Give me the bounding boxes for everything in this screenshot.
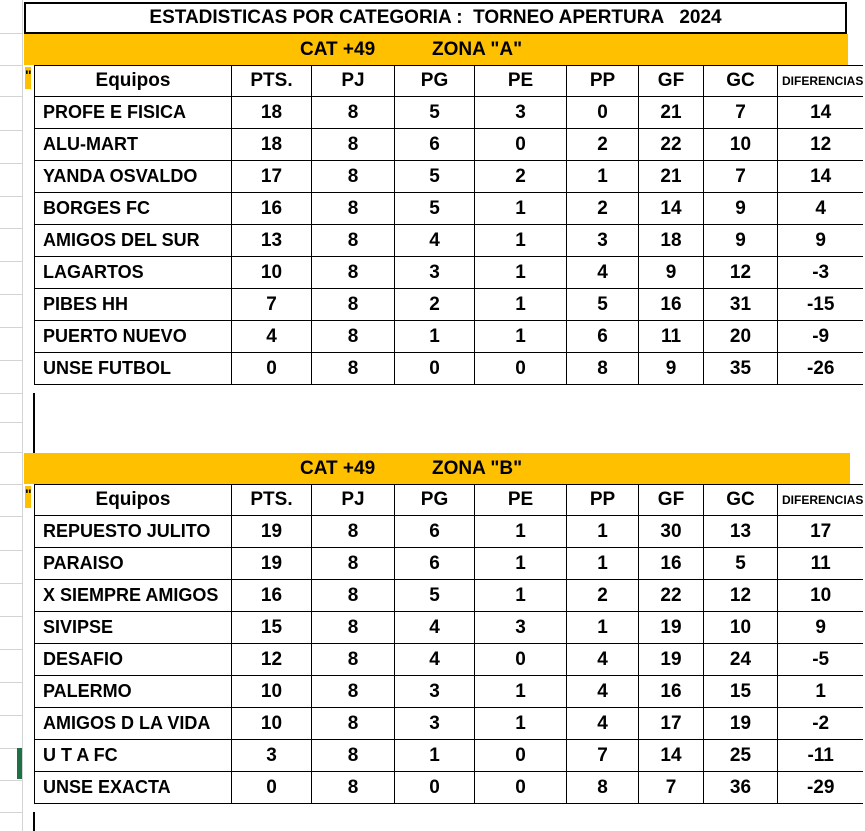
gf-cell[interactable]: 11	[639, 321, 704, 353]
pg-cell[interactable]: 4	[395, 612, 475, 644]
pg-cell[interactable]: 5	[395, 193, 475, 225]
col-header-pj[interactable]: PJ	[312, 485, 395, 516]
gc-cell[interactable]: 7	[704, 97, 778, 129]
table-row	[35, 289, 864, 321]
pg-cell[interactable]: 5	[395, 161, 475, 193]
col-header-diferencias[interactable]: DIFERENCIAS	[778, 66, 864, 97]
diferencia-cell[interactable]: -15	[778, 289, 864, 321]
zone-b-category: CAT +49	[300, 457, 376, 479]
pts-cell[interactable]: 19	[232, 516, 312, 548]
col-header-pg[interactable]: PG	[395, 66, 475, 97]
gutter-gridline	[0, 393, 22, 394]
pj-cell[interactable]: 8	[312, 772, 395, 804]
gf-cell[interactable]: 19	[639, 612, 704, 644]
pg-cell[interactable]: 0	[395, 772, 475, 804]
zone-b-quote-cell[interactable]	[25, 484, 33, 512]
header-row	[35, 66, 864, 97]
pts-cell[interactable]: 3	[232, 740, 312, 772]
gutter-gridline	[0, 228, 22, 229]
pj-cell[interactable]: 8	[312, 161, 395, 193]
table-row	[35, 676, 864, 708]
pp-cell[interactable]: 4	[567, 708, 639, 740]
pj-cell[interactable]: 8	[312, 129, 395, 161]
gf-cell[interactable]: 16	[639, 289, 704, 321]
diferencia-cell[interactable]: 14	[778, 161, 864, 193]
diferencia-cell[interactable]: 9	[778, 612, 864, 644]
left-border-rule	[33, 393, 35, 453]
pts-cell[interactable]: 18	[232, 97, 312, 129]
pe-cell[interactable]: 1	[475, 548, 567, 580]
pg-cell[interactable]: 3	[395, 257, 475, 289]
pj-cell[interactable]: 8	[312, 644, 395, 676]
zone-a-header[interactable]	[24, 34, 848, 65]
gutter-gridline	[0, 484, 22, 485]
table-row	[35, 193, 864, 225]
pe-cell[interactable]: 1	[475, 225, 567, 257]
pg-cell[interactable]: 5	[395, 580, 475, 612]
gutter-gridline	[0, 196, 22, 197]
zone-b-rows	[35, 516, 864, 804]
pj-cell[interactable]: 8	[312, 257, 395, 289]
pe-cell[interactable]: 1	[475, 676, 567, 708]
pp-cell[interactable]: 0	[567, 97, 639, 129]
pts-cell[interactable]: 13	[232, 225, 312, 257]
header-row	[35, 485, 864, 516]
zone-b-quote-glyph: "	[25, 486, 32, 502]
pg-cell[interactable]: 4	[395, 225, 475, 257]
team-cell[interactable]: PIBES HH	[35, 289, 232, 321]
pe-cell[interactable]: 1	[475, 321, 567, 353]
gc-cell[interactable]: 25	[704, 740, 778, 772]
table-row	[35, 225, 864, 257]
pg-cell[interactable]: 3	[395, 708, 475, 740]
pp-cell[interactable]: 4	[567, 257, 639, 289]
table-row	[35, 97, 864, 129]
gutter-gridline	[0, 616, 22, 617]
pe-cell[interactable]: 1	[475, 580, 567, 612]
gutter-gridline	[0, 163, 22, 164]
gutter-gridline	[0, 261, 22, 262]
pj-cell[interactable]: 8	[312, 321, 395, 353]
col-header-gc[interactable]: GC	[704, 485, 778, 516]
table-row	[35, 129, 864, 161]
pe-cell[interactable]: 1	[475, 708, 567, 740]
zone-a-quote-cell[interactable]	[25, 65, 33, 93]
diferencia-cell[interactable]: 12	[778, 129, 864, 161]
gc-cell[interactable]: 12	[704, 257, 778, 289]
diferencia-cell[interactable]: -2	[778, 708, 864, 740]
diferencia-cell[interactable]: -5	[778, 644, 864, 676]
gc-cell[interactable]: 10	[704, 612, 778, 644]
pj-cell[interactable]: 8	[312, 97, 395, 129]
gc-cell[interactable]: 7	[704, 161, 778, 193]
pe-cell[interactable]: 1	[475, 289, 567, 321]
col-header-pp[interactable]: PP	[567, 485, 639, 516]
gf-cell[interactable]: 18	[639, 225, 704, 257]
gf-cell[interactable]: 21	[639, 161, 704, 193]
gc-cell[interactable]: 35	[704, 353, 778, 385]
pts-cell[interactable]: 16	[232, 580, 312, 612]
gc-cell[interactable]: 13	[704, 516, 778, 548]
pp-cell[interactable]: 2	[567, 580, 639, 612]
pj-cell[interactable]: 8	[312, 708, 395, 740]
zone-a-quote-glyph: "	[25, 67, 32, 83]
team-cell[interactable]: AMIGOS DEL SUR	[35, 225, 232, 257]
pj-cell[interactable]: 8	[312, 193, 395, 225]
col-header-pe[interactable]: PE	[475, 66, 567, 97]
diferencia-cell[interactable]: 9	[778, 225, 864, 257]
diferencia-cell[interactable]: -11	[778, 740, 864, 772]
pts-cell[interactable]: 19	[232, 548, 312, 580]
team-cell[interactable]: PROFE E FISICA	[35, 97, 232, 129]
zone-a-rows	[35, 97, 864, 385]
team-cell[interactable]: PUERTO NUEVO	[35, 321, 232, 353]
sheet-title[interactable]: ESTADISTICAS POR CATEGORIA : TORNEO APERTURA 2024	[24, 2, 847, 34]
gutter-gridline	[0, 327, 22, 328]
gutter-gridline	[0, 812, 22, 813]
pts-cell[interactable]: 4	[232, 321, 312, 353]
pts-cell[interactable]: 12	[232, 644, 312, 676]
col-header-pj[interactable]: PJ	[312, 66, 395, 97]
diferencia-cell[interactable]: -9	[778, 321, 864, 353]
gf-cell[interactable]: 22	[639, 129, 704, 161]
zone-b-header[interactable]	[24, 453, 850, 484]
pp-cell[interactable]: 1	[567, 612, 639, 644]
table-row	[35, 708, 864, 740]
team-cell[interactable]: DESAFIO	[35, 644, 232, 676]
pp-cell[interactable]: 5	[567, 289, 639, 321]
pg-cell[interactable]: 6	[395, 129, 475, 161]
gf-cell[interactable]: 22	[639, 580, 704, 612]
pe-cell[interactable]: 0	[475, 772, 567, 804]
pp-cell[interactable]: 1	[567, 161, 639, 193]
gc-cell[interactable]: 10	[704, 129, 778, 161]
pj-cell[interactable]: 8	[312, 580, 395, 612]
col-header-gf[interactable]: GF	[639, 66, 704, 97]
pg-cell[interactable]: 2	[395, 289, 475, 321]
pj-cell[interactable]: 8	[312, 612, 395, 644]
pg-cell[interactable]: 1	[395, 321, 475, 353]
gutter-gridline	[0, 96, 22, 97]
gc-cell[interactable]: 5	[704, 548, 778, 580]
team-cell[interactable]: AMIGOS D LA VIDA	[35, 708, 232, 740]
col-header-equipos[interactable]: Equipos	[35, 66, 232, 97]
left-border-rule	[33, 812, 35, 831]
pp-cell[interactable]: 2	[567, 129, 639, 161]
col-header-pg[interactable]: PG	[395, 485, 475, 516]
pp-cell[interactable]: 1	[567, 516, 639, 548]
team-cell[interactable]: U T A FC	[35, 740, 232, 772]
col-header-gf[interactable]: GF	[639, 485, 704, 516]
table-row	[35, 516, 864, 548]
diferencia-cell[interactable]: 4	[778, 193, 864, 225]
pts-cell[interactable]: 15	[232, 612, 312, 644]
table-row	[35, 548, 864, 580]
gc-cell[interactable]: 9	[704, 225, 778, 257]
gutter-gridline	[0, 360, 22, 361]
gutter-gridline	[0, 130, 22, 131]
pe-cell[interactable]: 2	[475, 161, 567, 193]
diferencia-cell[interactable]: 10	[778, 580, 864, 612]
gc-cell[interactable]: 20	[704, 321, 778, 353]
diferencia-cell[interactable]: 17	[778, 516, 864, 548]
zone-b-label: ZONA "B"	[432, 457, 523, 479]
pts-cell[interactable]: 0	[232, 772, 312, 804]
table-row	[35, 612, 864, 644]
gc-cell[interactable]: 12	[704, 580, 778, 612]
pg-cell[interactable]: 3	[395, 676, 475, 708]
pg-cell[interactable]: 5	[395, 97, 475, 129]
pp-cell[interactable]: 8	[567, 353, 639, 385]
pts-cell[interactable]: 7	[232, 289, 312, 321]
gf-cell[interactable]: 14	[639, 740, 704, 772]
team-cell[interactable]: PALERMO	[35, 676, 232, 708]
col-header-pp[interactable]: PP	[567, 66, 639, 97]
gf-cell[interactable]: 9	[639, 257, 704, 289]
pts-cell[interactable]: 18	[232, 129, 312, 161]
gc-cell[interactable]: 31	[704, 289, 778, 321]
pts-cell[interactable]: 17	[232, 161, 312, 193]
diferencia-cell[interactable]: 14	[778, 97, 864, 129]
team-cell[interactable]: UNSE FUTBOL	[35, 353, 232, 385]
pj-cell[interactable]: 8	[312, 289, 395, 321]
pe-cell[interactable]: 0	[475, 740, 567, 772]
diferencia-cell[interactable]: 11	[778, 548, 864, 580]
gutter-gridline	[0, 516, 22, 517]
diferencia-cell[interactable]: -3	[778, 257, 864, 289]
pg-cell[interactable]: 6	[395, 516, 475, 548]
pg-cell[interactable]: 0	[395, 353, 475, 385]
table-row	[35, 644, 864, 676]
pts-cell[interactable]: 10	[232, 257, 312, 289]
gutter-gridline	[0, 294, 22, 295]
pj-cell[interactable]: 8	[312, 353, 395, 385]
pj-cell[interactable]: 8	[312, 676, 395, 708]
table-row	[35, 772, 864, 804]
table-row	[35, 580, 864, 612]
pp-cell[interactable]: 4	[567, 644, 639, 676]
col-header-pe[interactable]: PE	[475, 485, 567, 516]
pp-cell[interactable]: 4	[567, 676, 639, 708]
team-cell[interactable]: YANDA OSVALDO	[35, 161, 232, 193]
table-row	[35, 353, 864, 385]
gc-cell[interactable]: 36	[704, 772, 778, 804]
pg-cell[interactable]: 1	[395, 740, 475, 772]
zone-a-category: CAT +49	[300, 38, 376, 60]
pp-cell[interactable]: 7	[567, 740, 639, 772]
gutter-gridline	[0, 715, 22, 716]
zone-a-label: ZONA "A"	[432, 38, 523, 60]
gutter-gridline	[0, 65, 22, 66]
pp-cell[interactable]: 1	[567, 548, 639, 580]
gc-cell[interactable]: 9	[704, 193, 778, 225]
gf-cell[interactable]: 21	[639, 97, 704, 129]
pp-cell[interactable]: 2	[567, 193, 639, 225]
gf-cell[interactable]: 14	[639, 193, 704, 225]
col-header-equipos[interactable]: Equipos	[35, 485, 232, 516]
team-cell[interactable]: ALU-MART	[35, 129, 232, 161]
gc-cell[interactable]: 24	[704, 644, 778, 676]
diferencia-cell[interactable]: -26	[778, 353, 864, 385]
col-header-diferencias[interactable]: DIFERENCIAS	[778, 485, 864, 516]
pe-cell[interactable]: 1	[475, 516, 567, 548]
row-gutter-divider	[22, 0, 23, 831]
gf-cell[interactable]: 19	[639, 644, 704, 676]
row-selection-marker[interactable]	[17, 748, 22, 779]
pj-cell[interactable]: 8	[312, 740, 395, 772]
pg-cell[interactable]: 4	[395, 644, 475, 676]
col-header-pts[interactable]: PTS.	[232, 66, 312, 97]
zone-a-standings-table	[34, 65, 863, 385]
team-cell[interactable]: PARAISO	[35, 548, 232, 580]
table-row	[35, 740, 864, 772]
gutter-gridline	[0, 33, 22, 34]
col-header-gc[interactable]: GC	[704, 66, 778, 97]
pp-cell[interactable]: 8	[567, 772, 639, 804]
pe-cell[interactable]: 1	[475, 193, 567, 225]
gutter-gridline	[0, 422, 22, 423]
pe-cell[interactable]: 3	[475, 97, 567, 129]
pe-cell[interactable]: 0	[475, 129, 567, 161]
gf-cell[interactable]: 7	[639, 772, 704, 804]
pj-cell[interactable]: 8	[312, 225, 395, 257]
gf-cell[interactable]: 16	[639, 548, 704, 580]
pj-cell[interactable]: 8	[312, 516, 395, 548]
gf-cell[interactable]: 17	[639, 708, 704, 740]
zone-b-standings-table	[34, 484, 863, 804]
gutter-gridline	[0, 583, 22, 584]
gc-cell[interactable]: 19	[704, 708, 778, 740]
table-row	[35, 321, 864, 353]
pg-cell[interactable]: 6	[395, 548, 475, 580]
team-cell[interactable]: BORGES FC	[35, 193, 232, 225]
pp-cell[interactable]: 3	[567, 225, 639, 257]
diferencia-cell[interactable]: -29	[778, 772, 864, 804]
gf-cell[interactable]: 30	[639, 516, 704, 548]
pp-cell[interactable]: 6	[567, 321, 639, 353]
team-cell[interactable]: X SIEMPRE AMIGOS	[35, 580, 232, 612]
gc-cell[interactable]: 15	[704, 676, 778, 708]
table-row	[35, 257, 864, 289]
pts-cell[interactable]: 0	[232, 353, 312, 385]
gutter-gridline	[0, 682, 22, 683]
gf-cell[interactable]: 16	[639, 676, 704, 708]
gutter-gridline	[0, 550, 22, 551]
gf-cell[interactable]: 9	[639, 353, 704, 385]
pe-cell[interactable]: 1	[475, 257, 567, 289]
gutter-gridline	[0, 649, 22, 650]
col-header-pts[interactable]: PTS.	[232, 485, 312, 516]
table-row	[35, 161, 864, 193]
pe-cell[interactable]: 0	[475, 644, 567, 676]
team-cell[interactable]: UNSE EXACTA	[35, 772, 232, 804]
pe-cell[interactable]: 0	[475, 353, 567, 385]
team-cell[interactable]: REPUESTO JULITO	[35, 516, 232, 548]
pts-cell[interactable]: 10	[232, 676, 312, 708]
gutter-gridline	[0, 452, 22, 453]
pe-cell[interactable]: 3	[475, 612, 567, 644]
team-cell[interactable]: SIVIPSE	[35, 612, 232, 644]
pj-cell[interactable]: 8	[312, 548, 395, 580]
pts-cell[interactable]: 16	[232, 193, 312, 225]
pts-cell[interactable]: 10	[232, 708, 312, 740]
team-cell[interactable]: LAGARTOS	[35, 257, 232, 289]
diferencia-cell[interactable]: 1	[778, 676, 864, 708]
gutter-gridline	[0, 780, 22, 781]
